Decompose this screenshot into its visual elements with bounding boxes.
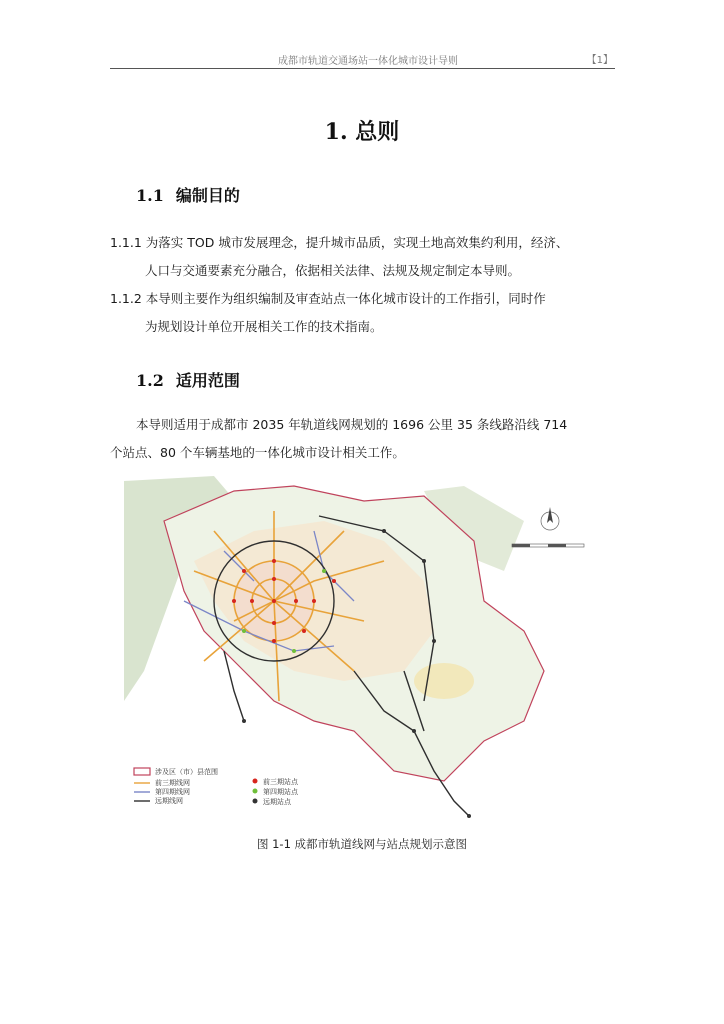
scope-body-line1: 本导则适用于成都市 2035 年轨道线网规划的 1696 公里 35 条线路沿线 714 bbox=[136, 417, 568, 432]
section-title: 编制目的 bbox=[175, 186, 240, 205]
legend-label: 远期线网 bbox=[155, 797, 183, 805]
clause-number: 1.1.1 bbox=[110, 235, 142, 250]
section-heading-1-1 bbox=[136, 183, 240, 206]
clause-1-1-1-line2: 人口与交通要素充分融合，依据相关法律、法规及规定制定本导则。 bbox=[145, 263, 521, 278]
legend-future-station-swatch bbox=[253, 799, 258, 804]
clause-1-1-1-line1 bbox=[110, 230, 568, 256]
map-graphic bbox=[124, 471, 594, 823]
page-header bbox=[110, 50, 615, 69]
section-title: 适用范围 bbox=[175, 371, 240, 390]
legend-label: 前三期站点 bbox=[263, 778, 298, 786]
section-number: 1.1 bbox=[136, 186, 164, 205]
clause-1-1-2-line2: 为规划设计单位开展相关工作的技术指南。 bbox=[145, 319, 383, 334]
header-page-number: 【1】 bbox=[586, 55, 613, 66]
airport-area-patch bbox=[414, 663, 474, 699]
clause-number: 1.1.2 bbox=[110, 291, 142, 306]
clause-text: 本导则主要作为组织编制及审查站点一体化城市设计的工作指引，同时作 bbox=[145, 291, 546, 306]
clause-text: 为落实 TOD 城市发展理念，提升城市品质，实现土地高效集约利用，经济、 bbox=[145, 235, 569, 250]
rail-network-map bbox=[124, 471, 594, 823]
section-heading-1-2 bbox=[136, 368, 240, 391]
legend-label: 第四期线网 bbox=[155, 788, 190, 796]
header-title: 成都市轨道交通场站一体化城市设计导则 bbox=[278, 56, 458, 67]
legend-label: 远期站点 bbox=[263, 798, 291, 806]
legend-label: 第四期站点 bbox=[263, 788, 298, 796]
legend-label: 前三期线网 bbox=[155, 779, 190, 787]
section-number: 1.2 bbox=[136, 371, 164, 390]
legend-phase123-station-swatch bbox=[253, 779, 258, 784]
scope-body-line2: 个站点、80 个车辆基地的一体化城市设计相关工作。 bbox=[110, 445, 405, 460]
clause-1-1-2-line1 bbox=[110, 286, 546, 312]
chapter-title: 1. 总则 bbox=[324, 119, 400, 145]
figure-caption: 图 1-1 成都市轨道线网与站点规划示意图 bbox=[256, 837, 468, 851]
legend-label: 涉及区（市）县范围 bbox=[155, 768, 218, 776]
legend-phase4-station-swatch bbox=[253, 789, 258, 794]
